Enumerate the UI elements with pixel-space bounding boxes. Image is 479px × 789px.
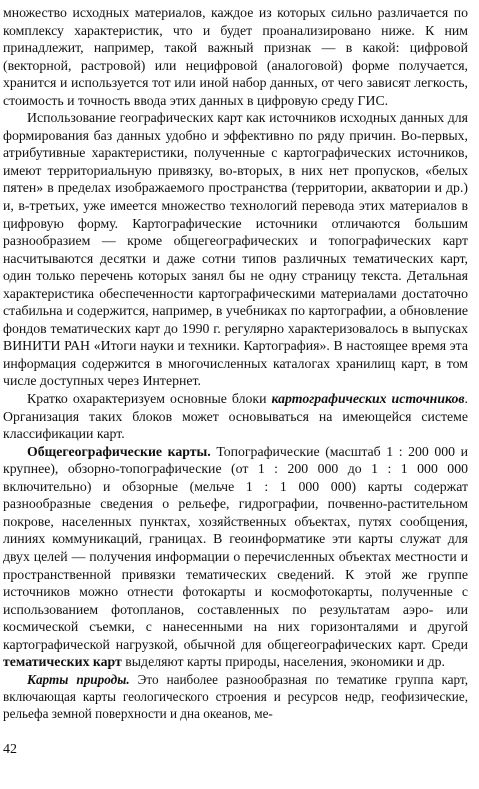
paragraph-4-text-end: выделяют карты природы, населения, экономики и др. [121, 654, 446, 670]
paragraph-3-text: Кратко охарактеризуем основные блоки [27, 391, 272, 407]
heading-nature-maps: Карты природы. [27, 671, 130, 687]
paragraph-5-text: Это наиболее разнообразная по тематике группа карт, включающая карты геологического строения и ресурсов недр, геофизические, рельефа земной поверхности и дна океанов, ме- [3, 671, 468, 721]
paragraph-2-text: Использование географических карт как источников исходных данных для формирования баз данных удобно и эффективно по ряду причин. Во-первых, атрибутивные характеристики, полученные с картографических источников, имеют территориальную привязку, во-вторых, в них нет пропусков, «белых пятен» в пределах изображаемого пространства (территории, акватории и др.) и, в-третьих, уже имеется множество технологий перевода этих материалов в цифровую форму. Картографические источники отличаются большим разнообразием — кроме общегеографических и топографических карт насчитываются десятки и даже сотни типов различных тематических карт, один только перечень которых занял бы не одну страницу текста. Детальная характеристика обеспеченности картографическими материалами достаточно стабильна и содержится, например, в учебниках по картографии, а обновление фондов тематических карт до 1990 г. регулярно характеризовалось в выпусках ВИНИТИ РАН «Итоги науки и техники. Картография». В настоящее время эта информация содержится в многочисленных каталогах хранилищ карт, в том числе доступных через Интернет. [3, 110, 468, 389]
paragraph-4 [3, 443, 468, 671]
term-cartographic-sources: картографических источников [271, 391, 465, 407]
page-text-block [3, 4, 468, 722]
paragraph-3 [3, 390, 468, 443]
paragraph-1-text: множество исходных материалов, каждое из которых сильно различается по комплексу характеристик, что и будет проанализировано ниже. К ним принадлежит, например, такой важный признак — в какой: цифровой (векторной, растровой) или нецифровой (аналоговой) форме получается, хранится и используется тот или иной набор данных, от чего зависят легкость, стоимость и точность ввода этих данных в цифровую среду ГИС. [3, 5, 468, 108]
paragraph-5 [3, 671, 468, 722]
page-number: 42 [3, 742, 17, 757]
paragraph-1 [3, 4, 468, 109]
paragraph-4-text: Топографические (масштаб 1 : 200 000 и крупнее), обзорно-топографические (от 1 : 200 000 до 1 : 1 000 000 включительно) и обзорные (мельче 1 : 1 000 000) карты содержат разнообразные сведения о рельефе, гидрографии, почвенно-растительном покрове, населенных пунктах, хозяйственных объектах, путях сообщения, линиях коммуникаций, границах. В геоинформатике эти карты служат для двух целей — получения информации о перечисленных объектах местности и пространственной привязки тематических сведений. К этой же группе источников можно отнести фотокарты и космофотокарты, полученные с использованием фотопланов, составленных по результатам аэро- или космической съемки, с нанесенными на них горизонталями и другой картографической нагрузкой, обычной для общегеографических карт. Среди [3, 443, 468, 652]
term-thematic-maps: тематических карт [3, 654, 122, 670]
paragraph-3-text-end: . Организация таких блоков может основываться на имеющейся системе классификации карт. [3, 391, 468, 442]
heading-general-maps: Общегеографические карты. [27, 443, 211, 459]
paragraph-2 [3, 109, 468, 390]
